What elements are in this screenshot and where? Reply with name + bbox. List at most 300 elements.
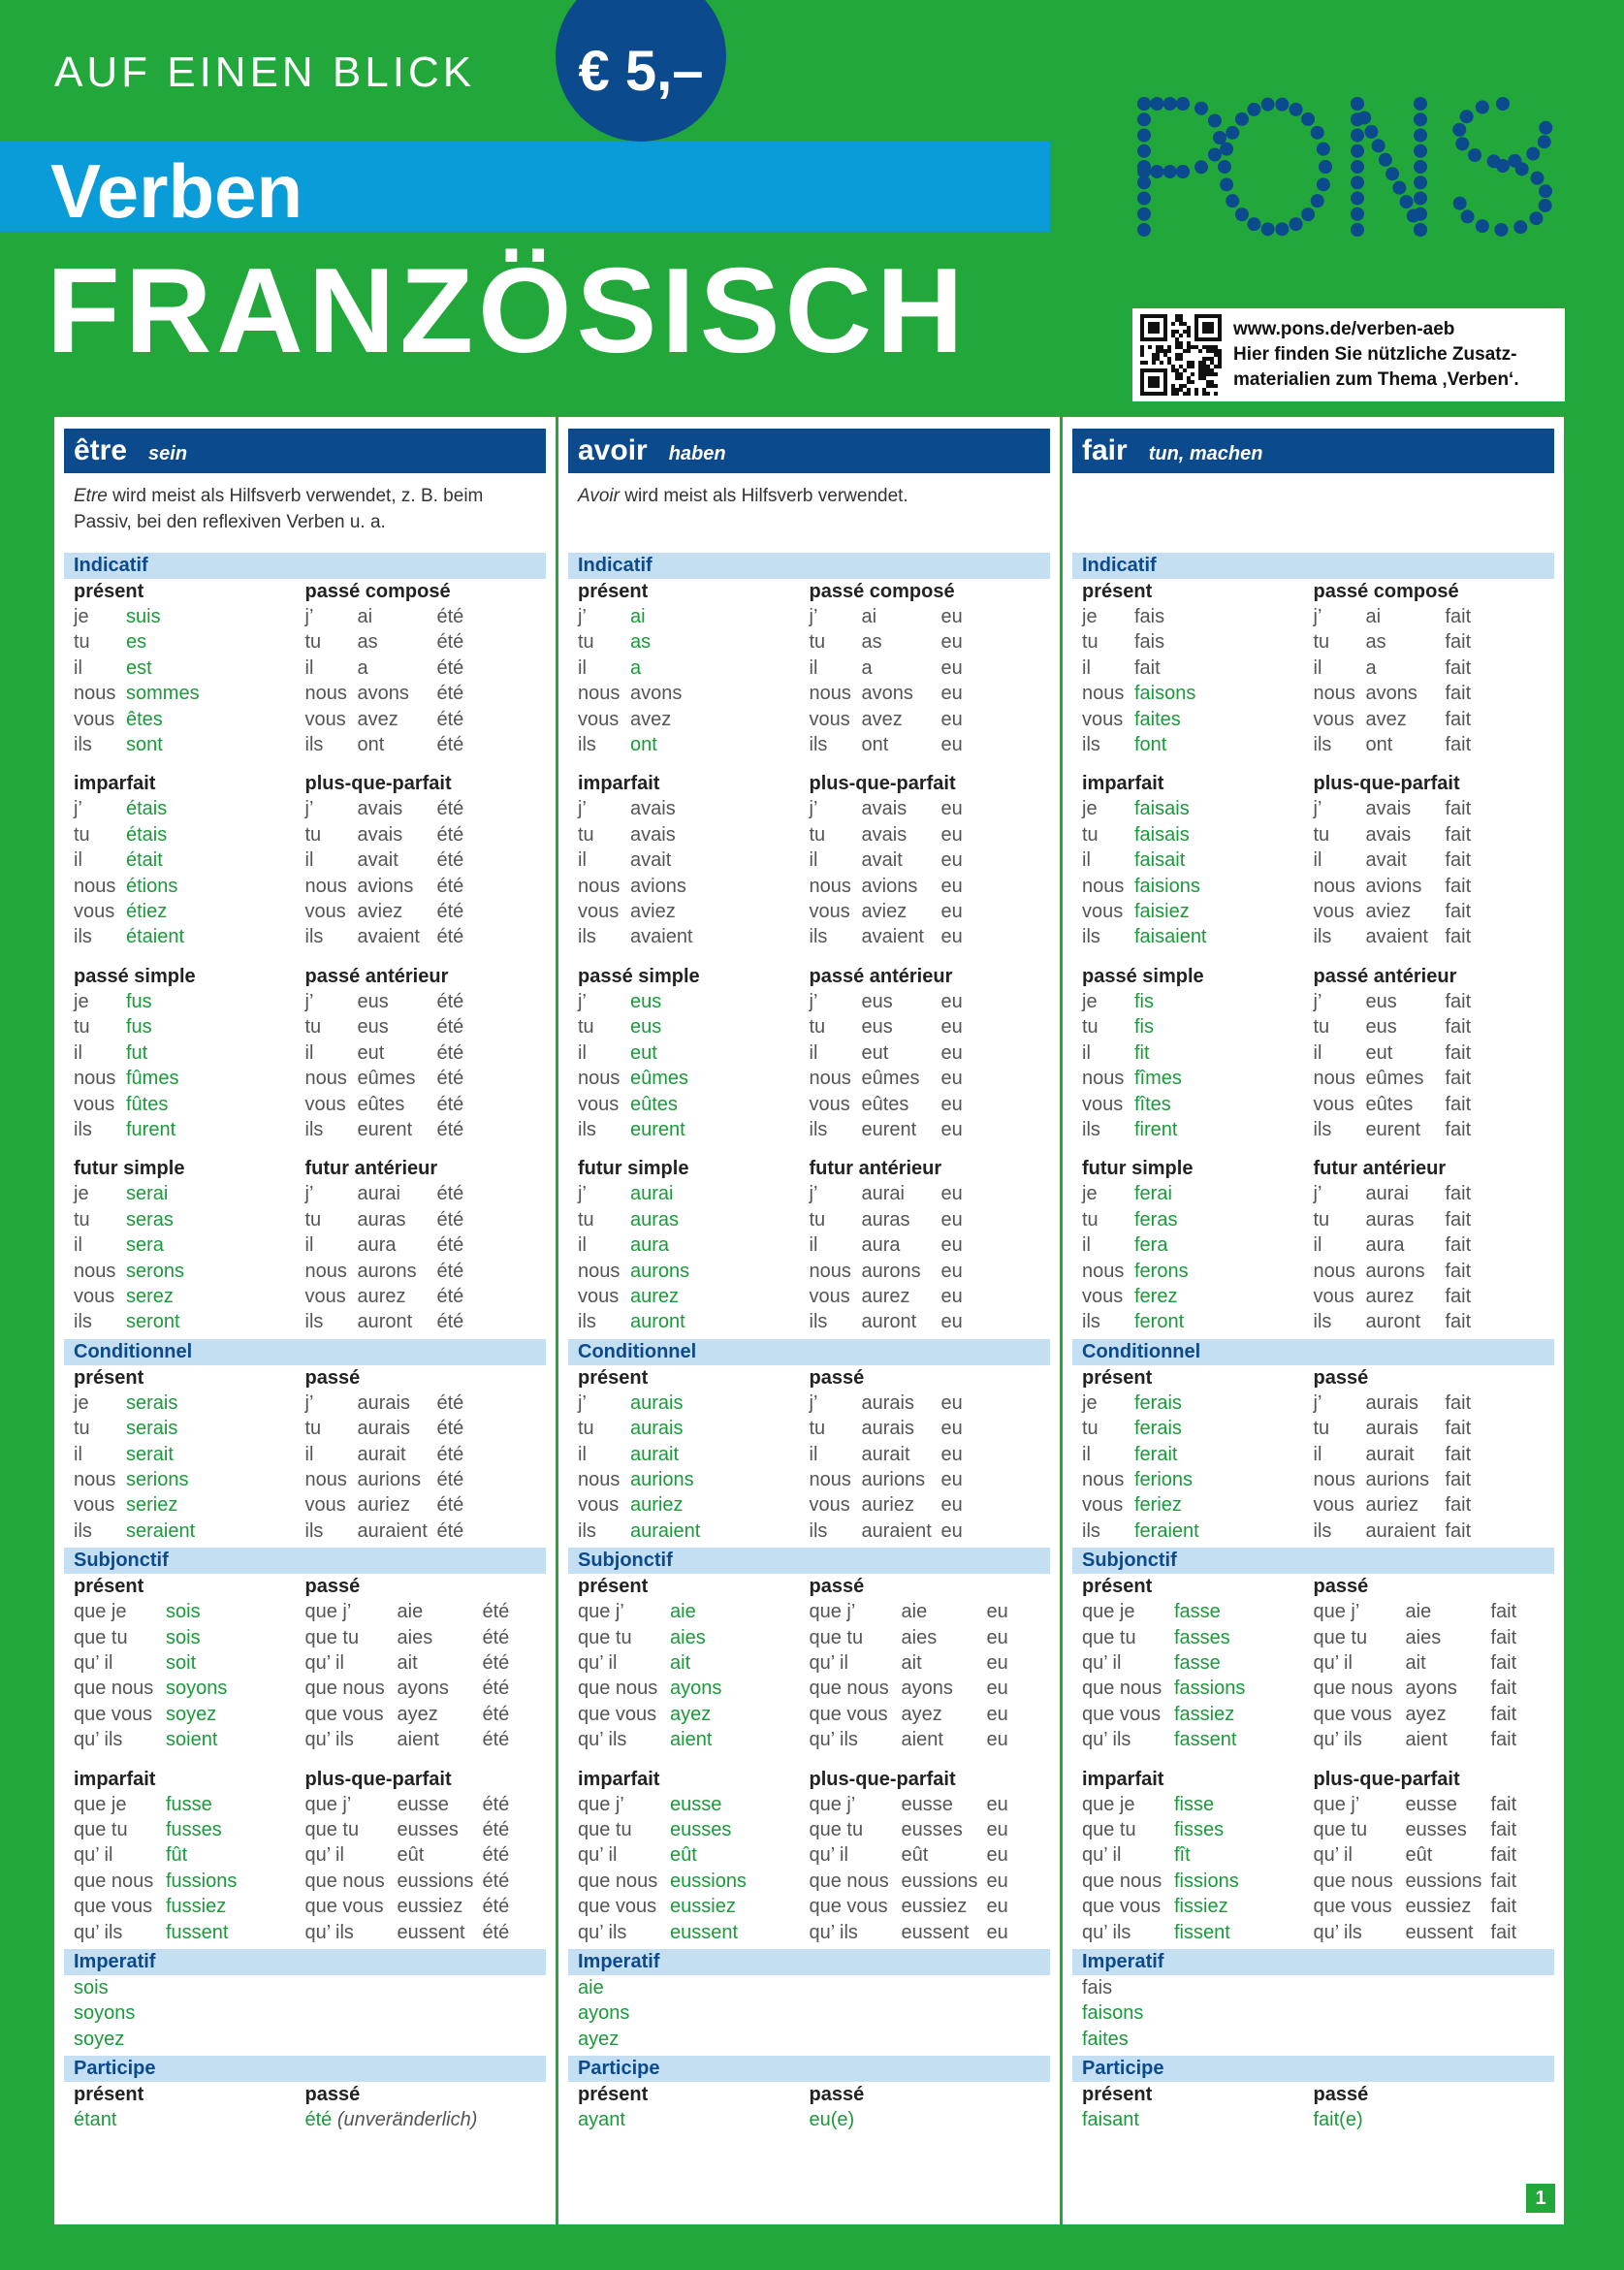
pronoun: tu bbox=[578, 823, 594, 846]
conjugation-form bbox=[1082, 1599, 1314, 1624]
conjugation-form bbox=[305, 1702, 537, 1727]
conjugation-form bbox=[1082, 629, 1314, 655]
participle: eu bbox=[940, 1016, 963, 1039]
pronoun: tu bbox=[1082, 631, 1099, 654]
conjugation-form bbox=[305, 1040, 537, 1066]
verb-form: est bbox=[126, 656, 152, 679]
pronoun: nous bbox=[304, 1468, 347, 1490]
conjugation-form bbox=[1314, 1232, 1545, 1258]
participle: fait bbox=[1490, 1896, 1517, 1918]
conjugation-form bbox=[1082, 1869, 1314, 1894]
tense-title: présent bbox=[1082, 2084, 1153, 2106]
verb-note-emphasis: Avoir bbox=[578, 486, 620, 506]
pronoun: j’ bbox=[578, 606, 587, 627]
conjugation-form bbox=[1314, 1066, 1545, 1091]
pronoun: vous bbox=[304, 1093, 346, 1115]
subtitle: Verben bbox=[50, 148, 303, 234]
pronoun: j’ bbox=[1313, 1183, 1322, 1205]
conjugation-form bbox=[578, 1259, 810, 1284]
verb-note-emphasis: Etre bbox=[74, 486, 108, 506]
pronoun: ils bbox=[578, 926, 596, 948]
pronoun: nous bbox=[578, 1068, 621, 1090]
tense-row bbox=[1072, 1365, 1554, 1544]
conjugation-form bbox=[810, 1207, 1041, 1232]
tense-title: imparfait bbox=[1082, 773, 1164, 795]
conjugation-form bbox=[305, 989, 537, 1014]
qr-code-icon bbox=[1140, 314, 1222, 396]
auxiliary: eusses bbox=[1405, 1819, 1467, 1841]
verb-header bbox=[1072, 429, 1554, 473]
auxiliary: eus bbox=[861, 990, 893, 1012]
conjugation-form bbox=[74, 732, 305, 757]
tense-present bbox=[578, 1365, 810, 1544]
verb-form: aies bbox=[670, 1626, 706, 1648]
verb-form: fusses bbox=[166, 1819, 222, 1841]
pronoun: nous bbox=[1082, 1068, 1125, 1090]
conjugation-form bbox=[74, 1066, 305, 1091]
conjugation-form bbox=[810, 1284, 1041, 1309]
conjugation-form bbox=[1314, 1492, 1545, 1518]
pronoun: tu bbox=[1082, 1208, 1099, 1231]
pons-logo bbox=[1130, 89, 1576, 244]
pronoun: il bbox=[74, 656, 82, 679]
pronoun: ils bbox=[304, 1118, 324, 1140]
conjugation-form bbox=[578, 1467, 810, 1492]
pronoun: nous bbox=[1313, 875, 1355, 897]
pronoun: il bbox=[809, 1443, 818, 1465]
auxiliary: avez bbox=[861, 708, 903, 730]
tense-title: plus-que-parfait bbox=[809, 1768, 956, 1790]
auxiliary: ai bbox=[1365, 606, 1382, 627]
pronoun: il bbox=[1082, 849, 1091, 872]
conjugation-form bbox=[1314, 1625, 1545, 1650]
pronoun: je bbox=[1082, 1183, 1098, 1205]
verb-form: fis bbox=[1134, 990, 1154, 1012]
tense-title: plus-que-parfait bbox=[1313, 1768, 1460, 1790]
conjugation-form bbox=[1314, 1842, 1545, 1868]
pronoun: ils bbox=[304, 1519, 324, 1542]
pronoun: vous bbox=[304, 1285, 346, 1307]
conjugation-form bbox=[74, 1920, 305, 1945]
pronoun: je bbox=[1082, 1391, 1098, 1414]
conjugation-form bbox=[810, 732, 1041, 757]
tense-title: présent bbox=[578, 1366, 649, 1389]
verb-form: fasses bbox=[1174, 1626, 1230, 1648]
pronoun: qu’ il bbox=[1313, 1844, 1353, 1867]
verb-form: fût bbox=[166, 1844, 188, 1867]
pronoun: nous bbox=[304, 1260, 347, 1282]
verb-form: seriez bbox=[126, 1494, 178, 1517]
pronoun: tu bbox=[1082, 1418, 1099, 1440]
verb-infinitive: avoir bbox=[578, 434, 648, 466]
pronoun: j’ bbox=[578, 990, 587, 1012]
participe-passe-form: été bbox=[304, 2109, 333, 2131]
conjugation-form bbox=[74, 1599, 305, 1624]
conjugation-form bbox=[1314, 1284, 1545, 1309]
verb-form: aurez bbox=[630, 1285, 680, 1307]
verb-form: fait bbox=[1134, 656, 1161, 679]
imperatif-form: soyez bbox=[74, 2028, 125, 2050]
verb-form: soient bbox=[166, 1729, 218, 1751]
pronoun: nous bbox=[74, 1068, 116, 1090]
pronoun: tu bbox=[578, 1208, 594, 1231]
auxiliary: avaient bbox=[861, 926, 924, 948]
auxiliary: ait bbox=[397, 1652, 418, 1674]
pronoun: qu’ ils bbox=[1313, 1921, 1362, 1943]
pronoun: que nous bbox=[1082, 1678, 1162, 1700]
mood-subjonctif: Subjonctif bbox=[64, 1548, 546, 1574]
conjugation-form bbox=[578, 1092, 810, 1117]
auxiliary: aie bbox=[1405, 1601, 1432, 1623]
auxiliary: aurons bbox=[357, 1260, 417, 1282]
participle: été bbox=[436, 1443, 464, 1465]
participle: eu bbox=[940, 798, 963, 820]
conjugation-form bbox=[74, 796, 305, 821]
pronoun: vous bbox=[1313, 1494, 1354, 1517]
auxiliary: eurent bbox=[357, 1118, 413, 1140]
conjugation-form bbox=[1082, 1092, 1314, 1117]
pronoun: j’ bbox=[809, 1391, 818, 1414]
participle: eu bbox=[940, 1208, 963, 1231]
pronoun: ils bbox=[1082, 926, 1100, 948]
verb-translation: tun, machen bbox=[1148, 443, 1263, 464]
participle: eu bbox=[986, 1678, 1008, 1700]
conjugation-form bbox=[305, 1092, 537, 1117]
conjugation-form bbox=[305, 1792, 537, 1817]
pronoun: que nous bbox=[578, 1678, 658, 1700]
verb-form: fais bbox=[1134, 631, 1165, 654]
verb-form: furent bbox=[126, 1118, 176, 1140]
conjugation-form bbox=[578, 822, 810, 847]
verb-form: fisses bbox=[1174, 1819, 1225, 1841]
tense-title: présent bbox=[74, 1576, 144, 1598]
participe-passe-form: fait(e) bbox=[1313, 2109, 1363, 2131]
tense-title: passé simple bbox=[74, 965, 196, 987]
pronoun: il bbox=[304, 1041, 314, 1064]
auxiliary: auraient bbox=[861, 1519, 932, 1542]
participle: fait bbox=[1445, 1494, 1472, 1517]
conjugation-form bbox=[1082, 924, 1314, 949]
verb-form: aient bbox=[670, 1729, 713, 1751]
auxiliary: avions bbox=[861, 875, 918, 897]
participle: eu bbox=[940, 901, 963, 923]
tense-passe bbox=[1314, 1574, 1545, 1752]
pronoun: ils bbox=[1082, 734, 1100, 756]
pronoun: il bbox=[1313, 1041, 1322, 1064]
pronoun: qu’ il bbox=[809, 1844, 848, 1867]
conjugation-form bbox=[305, 655, 537, 681]
conjugation-form bbox=[305, 1842, 537, 1868]
pronoun: tu bbox=[809, 1418, 826, 1440]
verb-form: fus bbox=[126, 1016, 152, 1039]
pronoun: vous bbox=[304, 901, 346, 923]
pronoun: nous bbox=[578, 1468, 621, 1490]
tense-title: passé bbox=[304, 1576, 361, 1598]
conjugation-form bbox=[578, 899, 810, 924]
conjugation-form bbox=[578, 1492, 810, 1518]
pronoun: qu’ il bbox=[1082, 1652, 1122, 1674]
pronoun: nous bbox=[304, 875, 347, 897]
conjugation-form bbox=[578, 1066, 810, 1091]
qr-url[interactable]: www.pons.de/verben-aeb bbox=[1233, 319, 1455, 339]
participle: fait bbox=[1445, 901, 1472, 923]
auxiliary: avait bbox=[1365, 849, 1407, 872]
pronoun: ils bbox=[74, 926, 92, 948]
pronoun: vous bbox=[304, 708, 346, 730]
imperatif-form: sois bbox=[74, 1977, 109, 1999]
pronoun: j’ bbox=[809, 798, 818, 820]
verb-form: fussiez bbox=[166, 1896, 227, 1918]
verb-form: aura bbox=[630, 1234, 670, 1257]
conjugation-form bbox=[810, 1066, 1041, 1091]
auxiliary: aie bbox=[901, 1601, 928, 1623]
pronoun: tu bbox=[809, 823, 826, 846]
pronoun: qu’ ils bbox=[578, 1729, 627, 1751]
participle: été bbox=[436, 849, 464, 872]
auxiliary: aviez bbox=[1365, 901, 1412, 923]
pronoun: vous bbox=[74, 1093, 115, 1115]
conjugation-form bbox=[1314, 822, 1545, 847]
conjugation-form bbox=[578, 1309, 810, 1334]
conjugation-form bbox=[578, 629, 810, 655]
pronoun: il bbox=[1313, 1234, 1322, 1257]
verb-form: eussiez bbox=[670, 1896, 736, 1918]
conjugation-form bbox=[1082, 1817, 1314, 1842]
conjugation-form bbox=[305, 1284, 537, 1309]
pronoun: vous bbox=[578, 1285, 620, 1307]
conjugation-form bbox=[1082, 1391, 1314, 1416]
conjugation-form bbox=[578, 1519, 810, 1544]
conjugation-form bbox=[578, 1416, 810, 1441]
participle: fait bbox=[1445, 606, 1472, 627]
pronoun: il bbox=[74, 849, 82, 872]
conjugation-form bbox=[305, 1920, 537, 1945]
verb-form: eusse bbox=[670, 1793, 722, 1815]
tagline: AUF EINEN BLICK bbox=[54, 48, 476, 96]
tense-passe-simple bbox=[74, 964, 305, 1142]
pronoun: tu bbox=[304, 631, 322, 654]
auxiliary: avaient bbox=[1365, 926, 1428, 948]
tense-passe bbox=[1314, 1365, 1545, 1544]
pronoun: que vous bbox=[1313, 1703, 1392, 1725]
conjugation-form bbox=[74, 847, 305, 873]
conjugation-form bbox=[74, 1442, 305, 1467]
participe-row bbox=[64, 2082, 546, 2132]
tense-present bbox=[74, 579, 305, 757]
auxiliary: eusse bbox=[1405, 1793, 1457, 1815]
verb-form: seront bbox=[126, 1311, 180, 1333]
conjugation-form bbox=[305, 1467, 537, 1492]
conjugation-form bbox=[1314, 924, 1545, 949]
auxiliary: eussions bbox=[1405, 1870, 1482, 1892]
tense-passe-anterieur bbox=[810, 964, 1041, 1142]
conjugation-form bbox=[1314, 1702, 1545, 1727]
auxiliary: ayez bbox=[397, 1703, 438, 1725]
pronoun: j’ bbox=[809, 606, 818, 627]
tense-title: passé antérieur bbox=[809, 965, 953, 987]
verb-form: étiez bbox=[126, 901, 168, 923]
conjugation-form bbox=[1082, 1040, 1314, 1066]
verb-form: ai bbox=[630, 606, 646, 627]
pronoun: ils bbox=[74, 1311, 92, 1333]
tense-present bbox=[578, 1574, 810, 1752]
conjugation-form bbox=[1082, 989, 1314, 1014]
pronoun: j’ bbox=[74, 798, 82, 820]
pronoun: qu’ ils bbox=[809, 1921, 858, 1943]
participle: eu bbox=[986, 1601, 1008, 1623]
tense-futur-anterieur bbox=[1314, 1156, 1545, 1334]
auxiliary: aurions bbox=[1365, 1468, 1430, 1490]
pronoun: tu bbox=[578, 1418, 594, 1440]
pronoun: que vous bbox=[809, 1703, 888, 1725]
pronoun: il bbox=[1313, 1443, 1322, 1465]
verb-form: seraient bbox=[126, 1519, 196, 1542]
participle: eu bbox=[940, 990, 963, 1012]
verb-form: eussions bbox=[670, 1870, 747, 1892]
conjugation-form bbox=[74, 822, 305, 847]
pronoun: j’ bbox=[1313, 1391, 1322, 1414]
tense-row bbox=[64, 771, 546, 949]
verb-note bbox=[1072, 473, 1554, 549]
pronoun: ils bbox=[809, 1311, 828, 1333]
pronoun: nous bbox=[809, 1068, 851, 1090]
conjugation-form bbox=[578, 707, 810, 732]
participe-present-form: faisant bbox=[1082, 2109, 1139, 2131]
pronoun: j’ bbox=[304, 990, 314, 1012]
verb-form: fit bbox=[1134, 1041, 1150, 1064]
tense-present bbox=[74, 1365, 305, 1544]
conjugation-form bbox=[810, 1014, 1041, 1039]
spacer bbox=[64, 950, 546, 964]
participle: été bbox=[482, 1870, 510, 1892]
pronoun: ils bbox=[1313, 1519, 1332, 1542]
price-badge: € 5,– bbox=[556, 0, 726, 142]
participle: eu bbox=[940, 1183, 963, 1205]
pronoun: que tu bbox=[304, 1819, 360, 1841]
participle: été bbox=[436, 1260, 464, 1282]
pronoun: je bbox=[1082, 606, 1098, 627]
participe-present-form: ayant bbox=[578, 2109, 625, 2131]
conjugation-form bbox=[305, 1650, 537, 1676]
conjugation-form bbox=[810, 1727, 1041, 1752]
tense-imparfait bbox=[578, 771, 810, 949]
participle: eu bbox=[940, 708, 963, 730]
participle: été bbox=[436, 1093, 464, 1115]
verb-form: fassions bbox=[1174, 1678, 1246, 1700]
tense-futur-simple bbox=[1082, 1156, 1314, 1334]
mood-conditionnel: Conditionnel bbox=[64, 1339, 546, 1365]
conjugation-form bbox=[1314, 707, 1545, 732]
pronoun: nous bbox=[578, 683, 621, 705]
pronoun: que nous bbox=[809, 1678, 889, 1700]
tense-passe-anterieur bbox=[1314, 964, 1545, 1142]
conjugation-form bbox=[305, 822, 537, 847]
spacer bbox=[1072, 757, 1554, 771]
auxiliary: eussions bbox=[901, 1870, 978, 1892]
conjugation-form bbox=[305, 681, 537, 706]
verb-form: serez bbox=[126, 1285, 174, 1307]
pronoun: que vous bbox=[578, 1703, 657, 1725]
conjugation-form bbox=[1082, 655, 1314, 681]
participle: été bbox=[436, 1468, 464, 1490]
verb-form: serai bbox=[126, 1183, 169, 1205]
tense-present bbox=[74, 1574, 305, 1752]
conjugation-form bbox=[1082, 681, 1314, 706]
tense-title: passé composé bbox=[304, 581, 451, 602]
conjugation-form bbox=[305, 1309, 537, 1334]
tense-title: futur antérieur bbox=[1313, 1158, 1447, 1180]
verb-form: aurions bbox=[630, 1468, 694, 1490]
participle: été bbox=[436, 1285, 464, 1307]
pronoun: ils bbox=[809, 1118, 828, 1140]
tense-title: imparfait bbox=[1082, 1768, 1164, 1790]
pronoun: tu bbox=[1313, 631, 1330, 654]
conjugation-form bbox=[578, 1727, 810, 1752]
participle: été bbox=[436, 656, 464, 679]
auxiliary: aurez bbox=[861, 1285, 910, 1307]
verb-form: sera bbox=[126, 1234, 164, 1257]
conjugation-form bbox=[578, 1040, 810, 1066]
tense-title: présent bbox=[1082, 1366, 1153, 1389]
pronoun: que nous bbox=[1082, 1870, 1162, 1892]
conjugation-form bbox=[578, 1842, 810, 1868]
conjugation-form bbox=[1314, 681, 1545, 706]
verb-form: étions bbox=[126, 875, 178, 897]
verb-form: aurons bbox=[630, 1260, 690, 1282]
pronoun: j’ bbox=[1313, 606, 1322, 627]
spacer bbox=[568, 1753, 1050, 1767]
conjugation-form bbox=[74, 629, 305, 655]
tense-passe bbox=[305, 1365, 537, 1544]
auxiliary: eut bbox=[1365, 1041, 1393, 1064]
conjugation-form bbox=[74, 1467, 305, 1492]
verb-form: fusse bbox=[166, 1793, 212, 1815]
participle: été bbox=[436, 926, 464, 948]
conjugation-form bbox=[1314, 1519, 1545, 1544]
participle: fait bbox=[1445, 798, 1472, 820]
conjugation-form bbox=[1082, 1181, 1314, 1206]
participe-passe-form: eu(e) bbox=[809, 2109, 855, 2131]
conjugation-form bbox=[305, 924, 537, 949]
verb-translation: haben bbox=[668, 443, 726, 464]
pronoun: j’ bbox=[304, 798, 314, 820]
pronoun: vous bbox=[74, 708, 115, 730]
tense-title: passé bbox=[809, 1366, 865, 1389]
pronoun: qu’ ils bbox=[809, 1729, 858, 1751]
conjugation-form bbox=[1082, 604, 1314, 629]
pronoun: tu bbox=[304, 1016, 322, 1039]
pronoun: ils bbox=[578, 734, 596, 756]
tense-title: passé bbox=[304, 1366, 361, 1389]
conjugation-form bbox=[578, 1920, 810, 1945]
verb-form: ferais bbox=[1134, 1418, 1182, 1440]
pronoun: que j’ bbox=[1313, 1601, 1360, 1623]
verb-form: serait bbox=[126, 1443, 174, 1465]
participle: eu bbox=[940, 1260, 963, 1282]
pronoun: qu’ ils bbox=[1313, 1729, 1362, 1751]
auxiliary: ont bbox=[357, 734, 385, 756]
conjugation-form bbox=[74, 1391, 305, 1416]
tense-row bbox=[568, 964, 1050, 1142]
tense-title: présent bbox=[1082, 581, 1153, 602]
participle: eu bbox=[940, 1041, 963, 1064]
pronoun: j’ bbox=[578, 798, 587, 820]
verb-column-fair bbox=[1063, 417, 1567, 2224]
conjugation-form bbox=[1314, 1391, 1545, 1416]
pronoun: vous bbox=[578, 1494, 620, 1517]
verb-form: fissions bbox=[1174, 1870, 1239, 1892]
pronoun: il bbox=[578, 656, 587, 679]
